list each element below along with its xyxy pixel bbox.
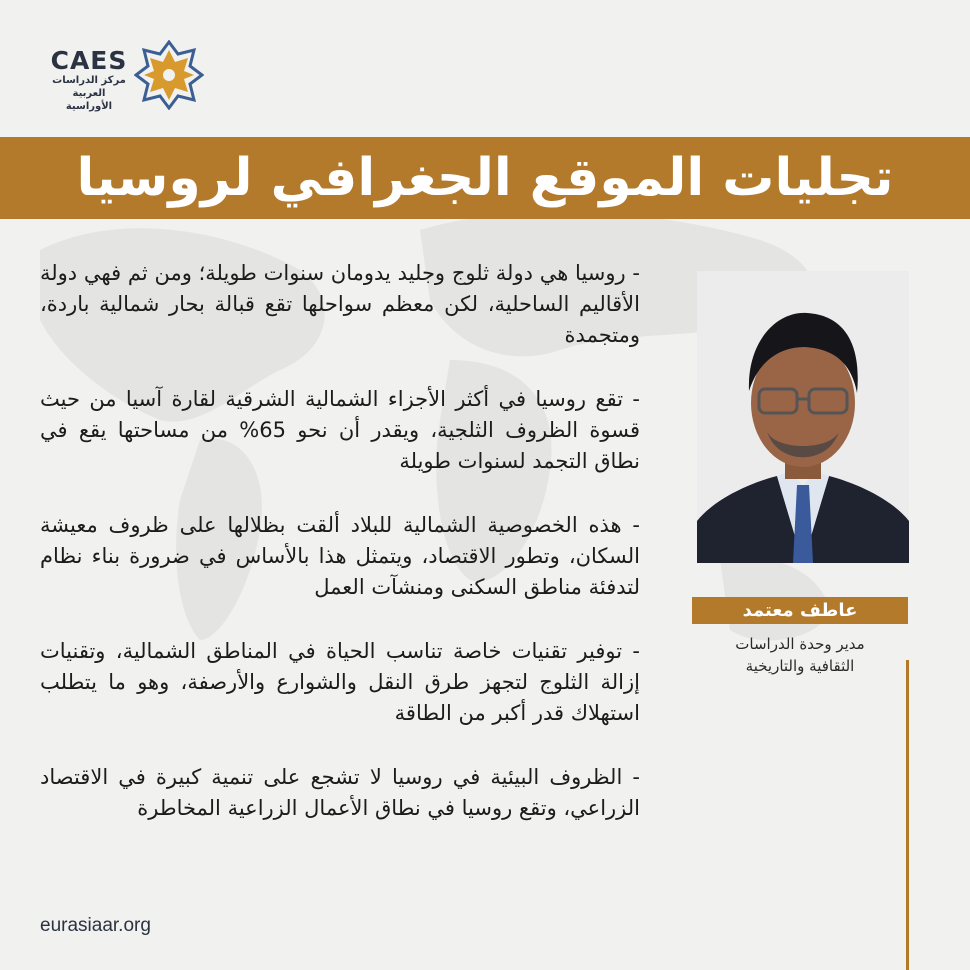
eight-point-star-icon (134, 40, 204, 110)
logo-arabic-line-2: العربية الأوراسية (65, 88, 113, 112)
page-title: تجليات الموقع الجغرافي لروسيا (76, 148, 894, 208)
paragraph-3: - هذه الخصوصية الشمالية للبلاد ألقت بظلالها على ظروف معيشة السكان، وتطور الاقتصاد، ويتمثل هذا بالأساس في ضرورة بناء نظام لتدفئة مناطق السكنى ومنشآت العمل (40, 513, 640, 599)
author-role-line-1: مدير وحدة الدراسات (735, 635, 865, 653)
author-role (692, 633, 908, 677)
logo-arabic-line-1: مركز الدراسات (52, 75, 126, 86)
paragraph-2: - تقع روسيا في أكثر الأجزاء الشمالية الشرقية لقارة آسيا من حيث قسوة الظروف الثلجية، ويقدر أن نحو 65% من مساحتها يقع في نطاق التجمد لسنوات طويلة (40, 387, 640, 473)
article-body (40, 258, 640, 857)
author-role-line-2: الثقافية والتاريخية (745, 657, 855, 675)
author-portrait-illustration (697, 271, 909, 563)
paragraph-4: - توفير تقنيات خاصة تناسب الحياة في المناطق الشمالية، وتقنيات إزالة الثلوج لتجهز طرق النقل والشوارع والأرصفة، وهو ما يتطلب استهلاك قدر أكبر من الطاقة (40, 639, 640, 725)
title-banner (0, 137, 970, 219)
author-photo (697, 271, 909, 563)
author-name-banner (692, 597, 908, 624)
website-url: eurasiaar.org (40, 915, 151, 936)
caes-logo (50, 40, 220, 110)
decorative-vertical-line (906, 660, 909, 970)
paragraph-5: - الظروف البيئية في روسيا لا تشجع على تنمية كبيرة في الاقتصاد الزراعي، وتقع روسيا في نطاق الأعمال الزراعية المخاطرة (40, 765, 640, 820)
paragraph-1: - روسيا هي دولة ثلوج وجليد يدومان سنوات طويلة؛ ومن ثم فهي دولة الأقاليم الساحلية، لكن معظم سواحلها تقع قبالة بحار شمالية باردة، ومتجمدة (40, 261, 640, 347)
logo-text (50, 48, 128, 113)
author-name: عاطف معتمد (742, 600, 858, 621)
logo-name: CAES (50, 46, 128, 75)
